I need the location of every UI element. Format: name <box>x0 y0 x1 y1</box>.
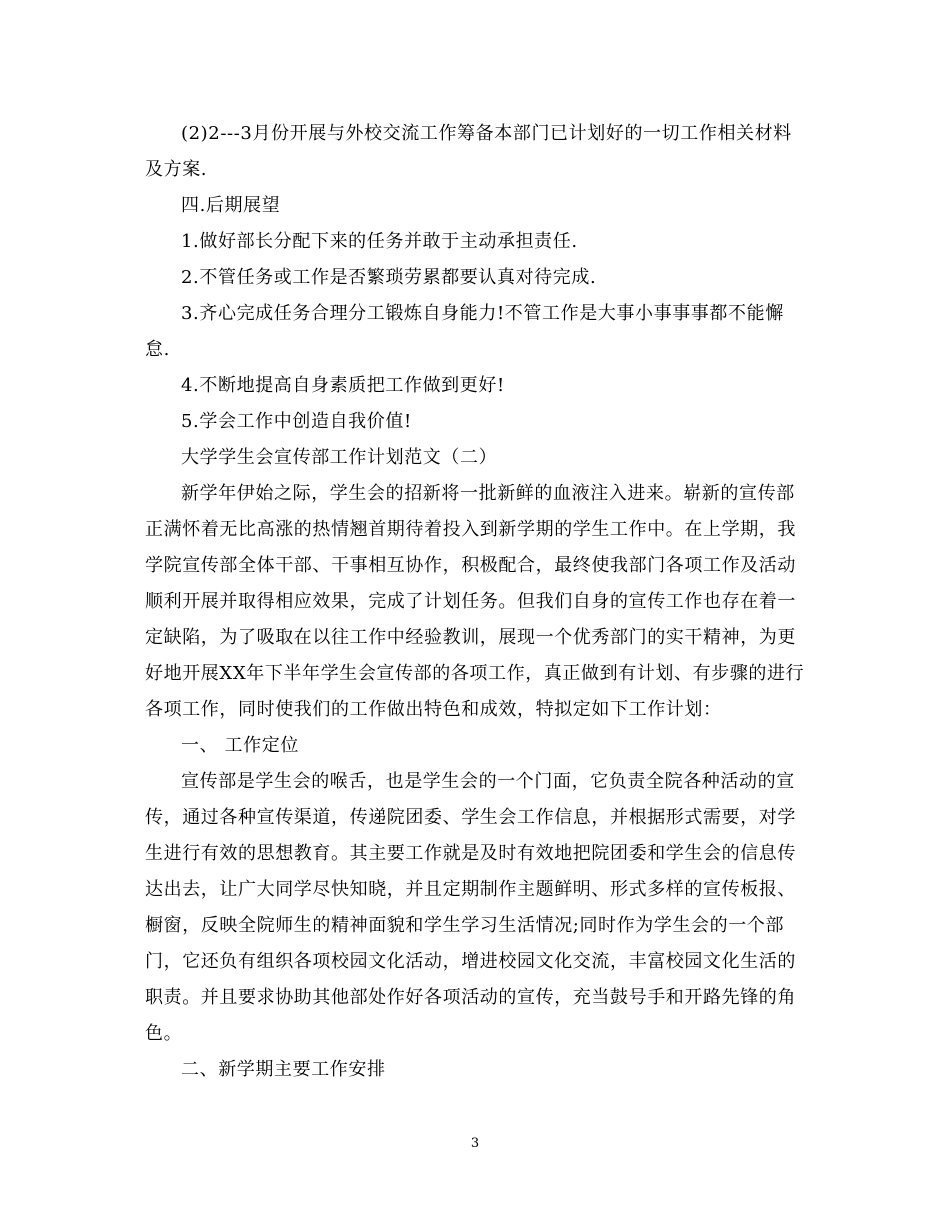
paragraph <box>145 728 810 764</box>
paragraph <box>145 188 810 224</box>
paragraph <box>145 296 810 368</box>
paragraph <box>145 260 810 296</box>
text-line: 大学学生会宣传部工作计划范文（二） <box>181 447 498 468</box>
text-line: 正满怀着无比高涨的热情翘首期待着投入到新学期的学生工作中。在上学期，我 <box>145 519 796 540</box>
paragraph <box>145 1052 810 1088</box>
text-line: 怠. <box>145 339 170 360</box>
paragraph <box>145 404 810 440</box>
text-line: 传，通过各种宣传渠道，传递院团委、学生会工作信息，并根据形式需要，对学 <box>145 807 796 828</box>
text-line: 新学年伊始之际，学生会的招新将一批新鲜的血液注入进来。崭新的宣传部 <box>181 483 795 504</box>
text-line: 2.不管任务或工作是否繁琐劳累都要认真对待完成. <box>181 267 597 288</box>
text-line: 职责。并且要求协助其他部处作好各项活动的宣传，充当鼓号手和开路先锋的角 <box>145 987 796 1008</box>
paragraph <box>145 224 810 260</box>
text-line: 一、 工作定位 <box>181 735 299 756</box>
text-line: 好地开展XX年下半年学生会宣传部的各项工作，真正做到有计划、有步骤的进行 <box>145 663 805 684</box>
text-line: 四.后期展望 <box>181 195 281 216</box>
text-line: 门，它还负有组织各项校园文化活动，增进校园文化交流，丰富校园文化生活的 <box>145 951 796 972</box>
text-line: 生进行有效的思想教育。其主要工作就是及时有效地把院团委和学生会的信息传 <box>145 843 796 864</box>
text-line: 4.不断地提高自身素质把工作做到更好! <box>181 375 505 396</box>
paragraph <box>145 368 810 404</box>
text-line: 1.做好部长分配下来的任务并敢于主动承担责任. <box>181 231 578 252</box>
text-line: 5.学会工作中创造自我价值! <box>181 411 412 432</box>
paragraph <box>145 116 810 188</box>
text-line: 宣传部是学生会的喉舌，也是学生会的一个门面，它负责全院各种活动的宣 <box>181 771 795 792</box>
text-line: 3.齐心完成任务合理分工锻炼自身能力!不管工作是大事小事事事都不能懈 <box>181 303 784 324</box>
text-line: 各项工作，同时使我们的工作做出特色和成效，特拟定如下工作计划： <box>145 699 722 720</box>
text-line: 二、新学期主要工作安排 <box>181 1059 386 1080</box>
text-line: 色。 <box>145 1023 183 1044</box>
paragraph <box>145 764 810 1052</box>
paragraph <box>145 476 810 728</box>
text-line: 及方案. <box>145 159 208 180</box>
document-body <box>145 116 810 1088</box>
text-line: 学院宣传部全体干部、干事相互协作，积极配合，最终使我部门各项工作及活动 <box>145 555 796 576</box>
paragraph <box>145 440 810 476</box>
text-line: 达出去，让广大同学尽快知晓，并且定期制作主题鲜明、形式多样的宣传板报、 <box>145 879 796 900</box>
page-number: 3 <box>470 1136 480 1151</box>
text-line: (2)2---3月份开展与外校交流工作筹备本部门已计划好的一切工作相关材料 <box>181 123 792 144</box>
text-line: 定缺陷，为了吸取在以往工作中经验教训，展现一个优秀部门的实干精神，为更 <box>145 627 796 648</box>
text-line: 橱窗，反映全院师生的精神面貌和学生学习生活情况;同时作为学生会的一个部 <box>145 915 785 936</box>
text-line: 顺利开展并取得相应效果，完成了计划任务。但我们自身的宣传工作也存在着一 <box>145 591 796 612</box>
